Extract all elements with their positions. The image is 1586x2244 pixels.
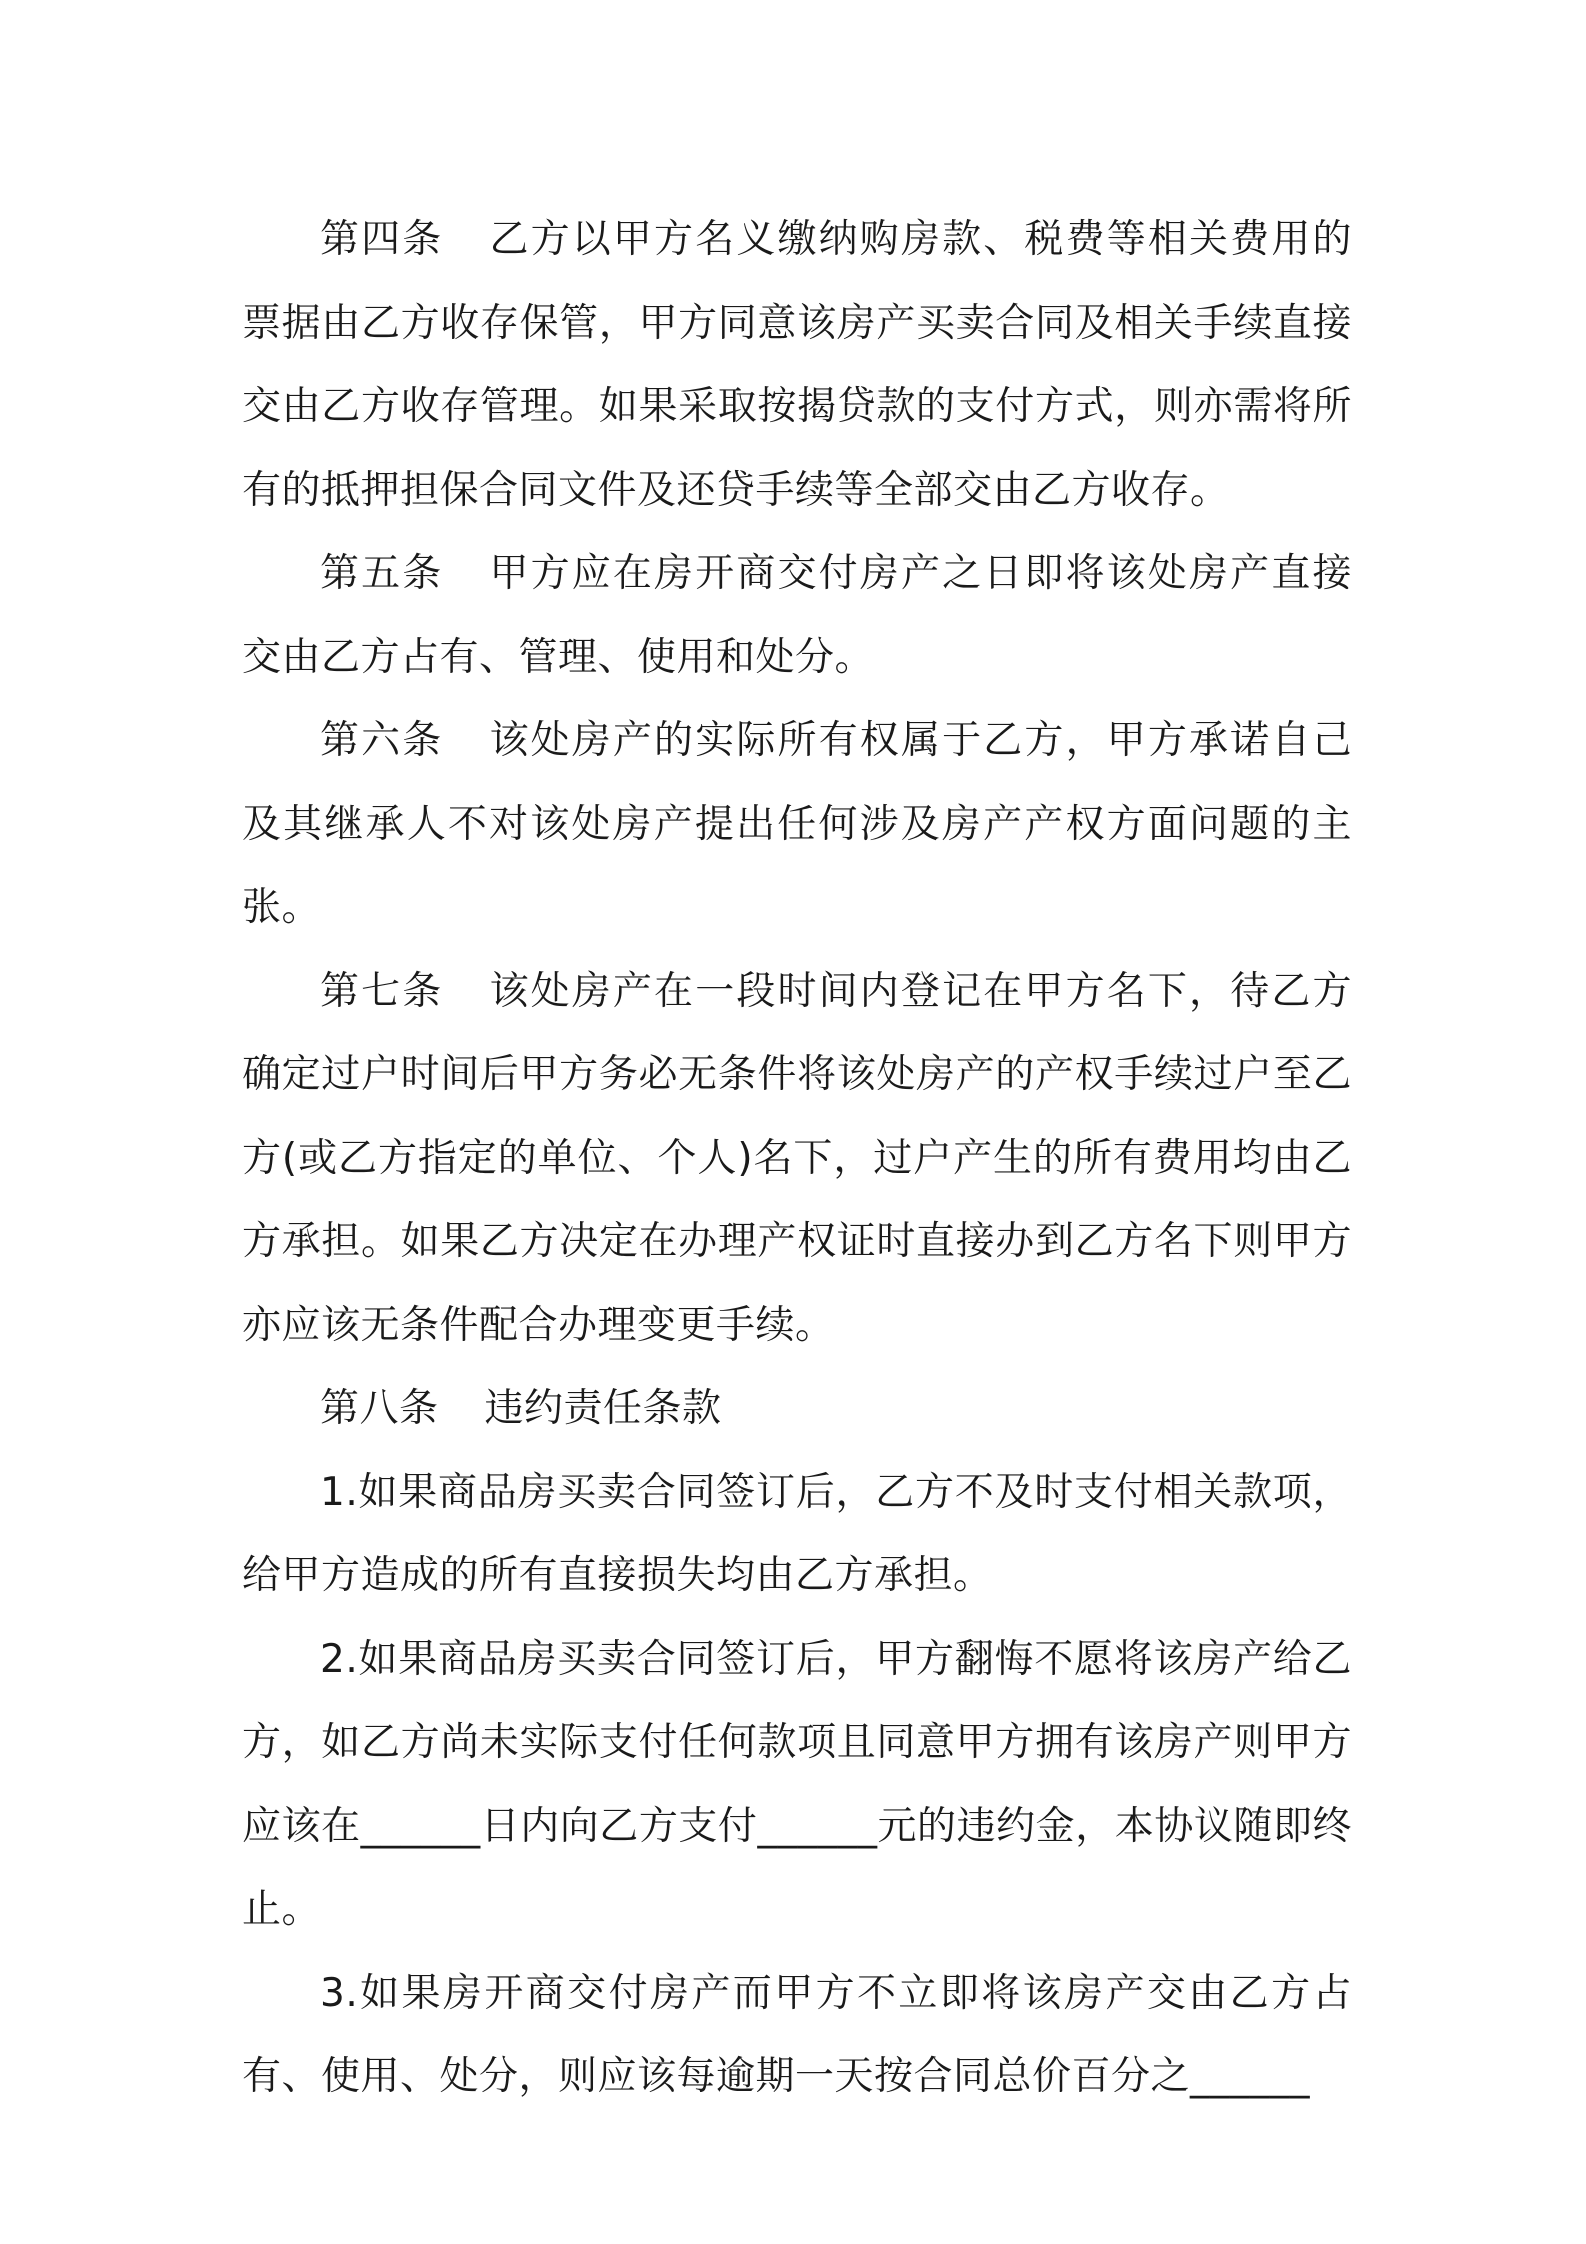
- paragraph-clause-1: [242, 1451, 1352, 1618]
- paragraph-text: 3.如果房开商交付房产而甲方不立即将该房产交由乙方占有、使用、处分，则应该每逾期一天按合同总价百分之______: [242, 1970, 1352, 2099]
- paragraph-text: 甲方应在房开商交付房产之日即将该处房产直接交由乙方占有、管理、使用和处分。: [242, 551, 1352, 680]
- paragraph-article-6: [242, 699, 1352, 950]
- paragraph-text: 该处房产在一段时间内登记在甲方名下，待乙方确定过户时间后甲方务必无条件将该处房产的产权手续过户至乙方(或乙方指定的单位、个人)名下，过户产生的所有费用均由乙方承担。如果乙方决定在办理产权证时直接办到乙方名下则甲方亦应该无条件配合办理变更手续。: [242, 968, 1352, 1348]
- paragraph-clause-2: [242, 1618, 1352, 1952]
- article-heading: 第七条: [320, 968, 444, 1014]
- article-heading: 第八条: [320, 1386, 439, 1431]
- paragraph-article-7: [242, 950, 1352, 1368]
- paragraph-text: 违约责任条款: [484, 1386, 722, 1431]
- document-page: [242, 198, 1352, 2119]
- paragraph-text: 该处房产的实际所有权属于乙方，甲方承诺自己及其继承人不对该处房产提出任何涉及房产产权方面问题的主张。: [242, 718, 1352, 930]
- paragraph-article-4: [242, 198, 1352, 532]
- paragraph-text: 1.如果商品房买卖合同签订后，乙方不及时支付相关款项，给甲方造成的所有直接损失均由乙方承担。: [242, 1469, 1352, 1598]
- article-heading: 第四条: [320, 217, 444, 262]
- paragraph-text: 2.如果商品房买卖合同签订后，甲方翻悔不愿将该房产给乙方，如乙方尚未实际支付任何款项且同意甲方拥有该房产则甲方应该在______日内向乙方支付______元的违约金，本协议随即终止。: [242, 1636, 1352, 1932]
- article-heading: 第五条: [320, 551, 444, 596]
- paragraph-article-8: [242, 1367, 1352, 1451]
- paragraph-clause-3: [242, 1952, 1352, 2119]
- paragraph-article-5: [242, 532, 1352, 699]
- article-heading: 第六条: [320, 718, 444, 763]
- paragraph-text: 乙方以甲方名义缴纳购房款、税费等相关费用的票据由乙方收存保管，甲方同意该房产买卖合同及相关手续直接交由乙方收存管理。如果采取按揭贷款的支付方式，则亦需将所有的抵押担保合同文件及还贷手续等全部交由乙方收存。: [242, 217, 1352, 513]
